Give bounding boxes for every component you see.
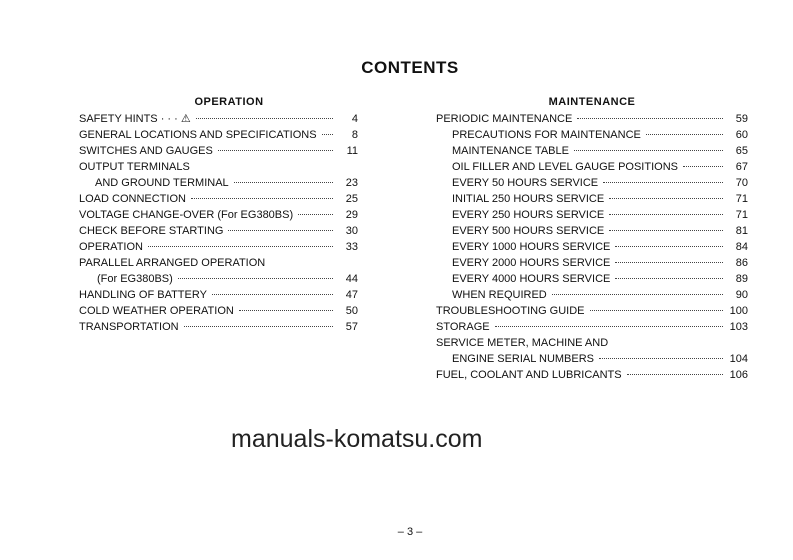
toc-entry-label: EVERY 2000 HOURS SERVICE <box>452 257 611 269</box>
dot-leader <box>178 278 333 279</box>
toc-entry-page: 60 <box>735 129 748 141</box>
toc-entry-page: 106 <box>729 369 748 381</box>
toc-entry-page: 67 <box>735 161 748 173</box>
toc-entry-page: 100 <box>729 305 748 317</box>
toc-entry-label: EVERY 1000 HOURS SERVICE <box>452 241 611 253</box>
dot-leader <box>609 214 723 215</box>
dot-leader <box>683 166 723 167</box>
toc-entry-label: TRANSPORTATION <box>79 321 179 333</box>
toc-entry-label: OUTPUT TERMINALS <box>79 161 190 173</box>
toc-entry-label: VOLTAGE CHANGE-OVER (For EG380BS) <box>79 209 294 221</box>
toc-entry-page: 104 <box>729 353 748 365</box>
toc-entry <box>436 127 748 143</box>
toc-entry-page: 47 <box>345 289 358 301</box>
toc-entry <box>436 207 748 223</box>
toc-entry <box>436 287 748 303</box>
dot-leader <box>239 310 333 311</box>
toc-entry-page: 90 <box>735 289 748 301</box>
operation-heading: OPERATION <box>194 96 264 108</box>
operation-toc <box>79 111 358 335</box>
dot-leader <box>609 198 723 199</box>
dot-leader <box>212 294 333 295</box>
dot-leader <box>590 310 723 311</box>
dot-leader <box>599 358 723 359</box>
toc-entry <box>436 111 748 127</box>
toc-entry-label: SWITCHES AND GAUGES <box>79 145 213 157</box>
dot-leader <box>615 278 723 279</box>
toc-entry-page: 86 <box>735 257 748 269</box>
toc-entry <box>436 367 748 383</box>
toc-entry-page: 59 <box>735 113 748 125</box>
dot-leader <box>184 326 333 327</box>
dot-leader <box>148 246 333 247</box>
dot-leader <box>646 134 723 135</box>
toc-entry <box>79 239 358 255</box>
toc-entry <box>436 335 748 351</box>
dot-leader <box>574 150 723 151</box>
dot-leader <box>627 374 723 375</box>
dot-leader <box>615 246 723 247</box>
toc-entry <box>79 319 358 335</box>
toc-entry-page: 44 <box>345 273 358 285</box>
toc-entry <box>436 191 748 207</box>
toc-entry-label: SAFETY HINTS · · · ⚠ <box>79 113 191 125</box>
toc-entry-page: 50 <box>345 305 358 317</box>
toc-entry <box>79 175 358 191</box>
toc-entry <box>436 255 748 271</box>
toc-entry-label: COLD WEATHER OPERATION <box>79 305 234 317</box>
toc-entry-page: 4 <box>351 113 358 125</box>
toc-entry-label: AND GROUND TERMINAL <box>95 177 229 189</box>
toc-entry-label: PRECAUTIONS FOR MAINTENANCE <box>452 129 641 141</box>
toc-entry <box>436 143 748 159</box>
toc-entry-label: EVERY 4000 HOURS SERVICE <box>452 273 611 285</box>
toc-entry-label: OPERATION <box>79 241 143 253</box>
toc-entry-label: TROUBLESHOOTING GUIDE <box>436 305 585 317</box>
toc-entry <box>436 223 748 239</box>
toc-entry-label: OIL FILLER AND LEVEL GAUGE POSITIONS <box>452 161 678 173</box>
toc-entry <box>79 191 358 207</box>
toc-entry-page: 70 <box>735 177 748 189</box>
toc-entry-page: 89 <box>735 273 748 285</box>
watermark: manuals-komatsu.com <box>231 425 483 453</box>
toc-entry-label: SERVICE METER, MACHINE AND <box>436 337 609 349</box>
dot-leader <box>615 262 723 263</box>
toc-entry-page: 84 <box>735 241 748 253</box>
page-number: – 3 – <box>397 526 423 538</box>
toc-entry-page: 33 <box>345 241 358 253</box>
maintenance-toc <box>436 111 748 383</box>
toc-entry-page: 71 <box>735 193 748 205</box>
toc-entry <box>79 255 358 271</box>
toc-entry-page: 65 <box>735 145 748 157</box>
toc-entry-label: CHECK BEFORE STARTING <box>79 225 224 237</box>
toc-entry <box>79 287 358 303</box>
toc-entry-label: PARALLEL ARRANGED OPERATION <box>79 257 266 269</box>
toc-entry-label: ENGINE SERIAL NUMBERS <box>452 353 595 365</box>
toc-entry <box>79 111 358 127</box>
toc-entry <box>79 159 358 175</box>
toc-entry <box>436 319 748 335</box>
toc-entry-page: 23 <box>345 177 358 189</box>
toc-entry-label: LOAD CONNECTION <box>79 193 186 205</box>
dot-leader <box>191 198 333 199</box>
dot-leader <box>552 294 723 295</box>
toc-entry-label: INITIAL 250 HOURS SERVICE <box>452 193 605 205</box>
dot-leader <box>609 230 723 231</box>
toc-entry <box>436 271 748 287</box>
toc-entry-page: 29 <box>345 209 358 221</box>
toc-entry <box>79 127 358 143</box>
dot-leader <box>196 118 333 119</box>
toc-entry <box>79 271 358 287</box>
toc-entry-page: 30 <box>345 225 358 237</box>
toc-entry <box>79 143 358 159</box>
toc-entry <box>436 239 748 255</box>
toc-entry-page: 103 <box>729 321 748 333</box>
dot-leader <box>234 182 333 183</box>
toc-entry-label: FUEL, COOLANT AND LUBRICANTS <box>436 369 622 381</box>
toc-entry-label: WHEN REQUIRED <box>452 289 547 301</box>
toc-entry <box>79 223 358 239</box>
toc-entry-page: 57 <box>345 321 358 333</box>
dot-leader <box>298 214 333 215</box>
toc-entry-label: GENERAL LOCATIONS AND SPECIFICATIONS <box>79 129 317 141</box>
dot-leader <box>495 326 723 327</box>
toc-entry-page: 8 <box>351 129 358 141</box>
toc-entry-label: PERIODIC MAINTENANCE <box>436 113 573 125</box>
toc-entry <box>436 175 748 191</box>
toc-entry-label: EVERY 50 HOURS SERVICE <box>452 177 599 189</box>
toc-entry-label: STORAGE <box>436 321 490 333</box>
toc-entry <box>79 207 358 223</box>
toc-entry <box>436 159 748 175</box>
toc-entry <box>79 303 358 319</box>
dot-leader <box>218 150 333 151</box>
toc-entry-page: 11 <box>346 145 358 157</box>
maintenance-heading: MAINTENANCE <box>548 96 636 108</box>
toc-entry-label: EVERY 500 HOURS SERVICE <box>452 225 605 237</box>
toc-entry-label: MAINTENANCE TABLE <box>452 145 569 157</box>
dot-leader <box>322 134 333 135</box>
toc-entry-page: 25 <box>345 193 358 205</box>
toc-entry <box>436 351 748 367</box>
toc-entry-page: 81 <box>735 225 748 237</box>
dot-leader <box>228 230 333 231</box>
page-title: CONTENTS <box>361 58 459 77</box>
dot-leader <box>603 182 723 183</box>
toc-entry <box>436 303 748 319</box>
dot-leader <box>577 118 723 119</box>
toc-entry-label: (For EG380BS) <box>97 273 173 285</box>
toc-entry-page: 71 <box>735 209 748 221</box>
toc-entry-label: EVERY 250 HOURS SERVICE <box>452 209 605 221</box>
toc-entry-label: HANDLING OF BATTERY <box>79 289 207 301</box>
